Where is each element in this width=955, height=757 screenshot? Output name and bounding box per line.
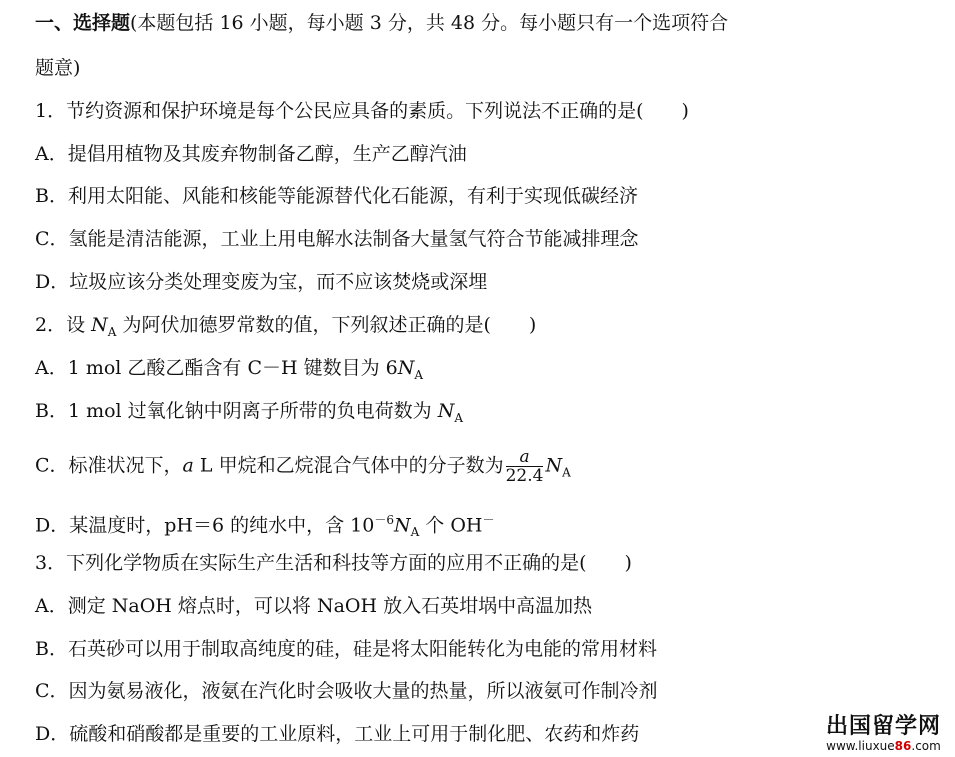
section-intro: (本题包括 16 小题，每小题 3 分，共 48 分。每小题只有一个选项符合 [130, 12, 729, 34]
watermark-url-prefix: www.liuxue [826, 739, 895, 753]
q3-option-c: C．因为氨易液化，液氨在汽化时会吸收大量的热量，所以液氨可作制冷剂 [35, 680, 658, 702]
q2-option-d-text-b: 个 OH [419, 514, 483, 537]
watermark-url [826, 739, 941, 753]
na-subscript: A [454, 410, 463, 425]
section-heading: 一、选择题 [35, 12, 131, 34]
na-symbol: N [437, 400, 455, 422]
na-subscript: A [107, 324, 117, 339]
watermark [826, 715, 941, 753]
variable-a: a [182, 454, 194, 477]
q1-stem: 1．节约资源和保护环境是每个公民应具备的素质。下列说法不正确的是( ) [35, 100, 689, 122]
watermark-url-num: 86 [894, 739, 912, 753]
na-symbol: N [91, 314, 108, 336]
q2-option-b [35, 398, 463, 431]
na-subscript: A [562, 465, 571, 480]
q3-option-a: A．测定 NaOH 熔点时，可以将 NaOH 放入石英坩埚中高温加热 [35, 595, 593, 617]
fraction-numerator: a [506, 448, 544, 467]
q2-stem [35, 312, 536, 345]
q2-option-a-text: A．1 mol 乙酸乙酯含有 C－H 键数目为 6 [35, 357, 398, 379]
q2-stem-b: 为阿伏加德罗常数的值，下列叙述正确的是( ) [116, 314, 537, 336]
q2-option-b-text: B．1 mol 过氧化钠中阴离子所带的负电荷数为 [35, 400, 438, 422]
na-symbol: N [545, 454, 563, 477]
fraction [506, 448, 544, 485]
q2-option-c-text-b: L 甲烷和乙烷混合气体中的分子数为 [193, 454, 504, 477]
charge-superscript: － [482, 513, 495, 527]
na-symbol: N [393, 514, 411, 537]
q3-option-b: B．石英砂可以用于制取高纯度的硅，硅是将太阳能转化为电能的常用材料 [35, 638, 657, 660]
watermark-url-suffix: .com [911, 739, 941, 753]
fraction-denominator: 22.4 [505, 466, 544, 486]
q1-option-a: A．提倡用植物及其废弃物制备乙醇，生产乙醇汽油 [35, 143, 467, 165]
q3-option-d: D．硫酸和硝酸都是重要的工业原料，工业上可用于制化肥、农药和炸药 [35, 723, 640, 745]
q2-option-c-text-a: C．标准状况下， [35, 454, 183, 477]
section-heading-line [35, 10, 728, 36]
section-intro-cont: 题意) [35, 57, 81, 79]
q2-option-c [35, 448, 571, 485]
q1-option-b: B．利用太阳能、风能和核能等能源替代化石能源，有利于实现低碳经济 [35, 185, 638, 207]
q3-stem: 3．下列化学物质在实际生产生活和科技等方面的应用不正确的是( ) [35, 552, 632, 574]
q2-option-a [35, 355, 423, 388]
q1-option-c: C．氢能是清洁能源，工业上用电解水法制备大量氢气符合节能减排理念 [35, 228, 639, 250]
watermark-title: 出国留学网 [825, 714, 941, 739]
q2-option-d [35, 507, 495, 545]
exponent: －6 [374, 513, 394, 527]
na-subscript: A [410, 525, 420, 540]
q1-option-d: D．垃圾应该分类处理变废为宝，而不应该焚烧或深埋 [35, 271, 488, 293]
na-symbol: N [397, 357, 415, 379]
q2-option-d-text-a: D．某温度时，pH＝6 的纯水中，含 10 [35, 514, 375, 537]
q2-stem-a: 2．设 [35, 314, 92, 336]
na-subscript: A [414, 367, 424, 382]
